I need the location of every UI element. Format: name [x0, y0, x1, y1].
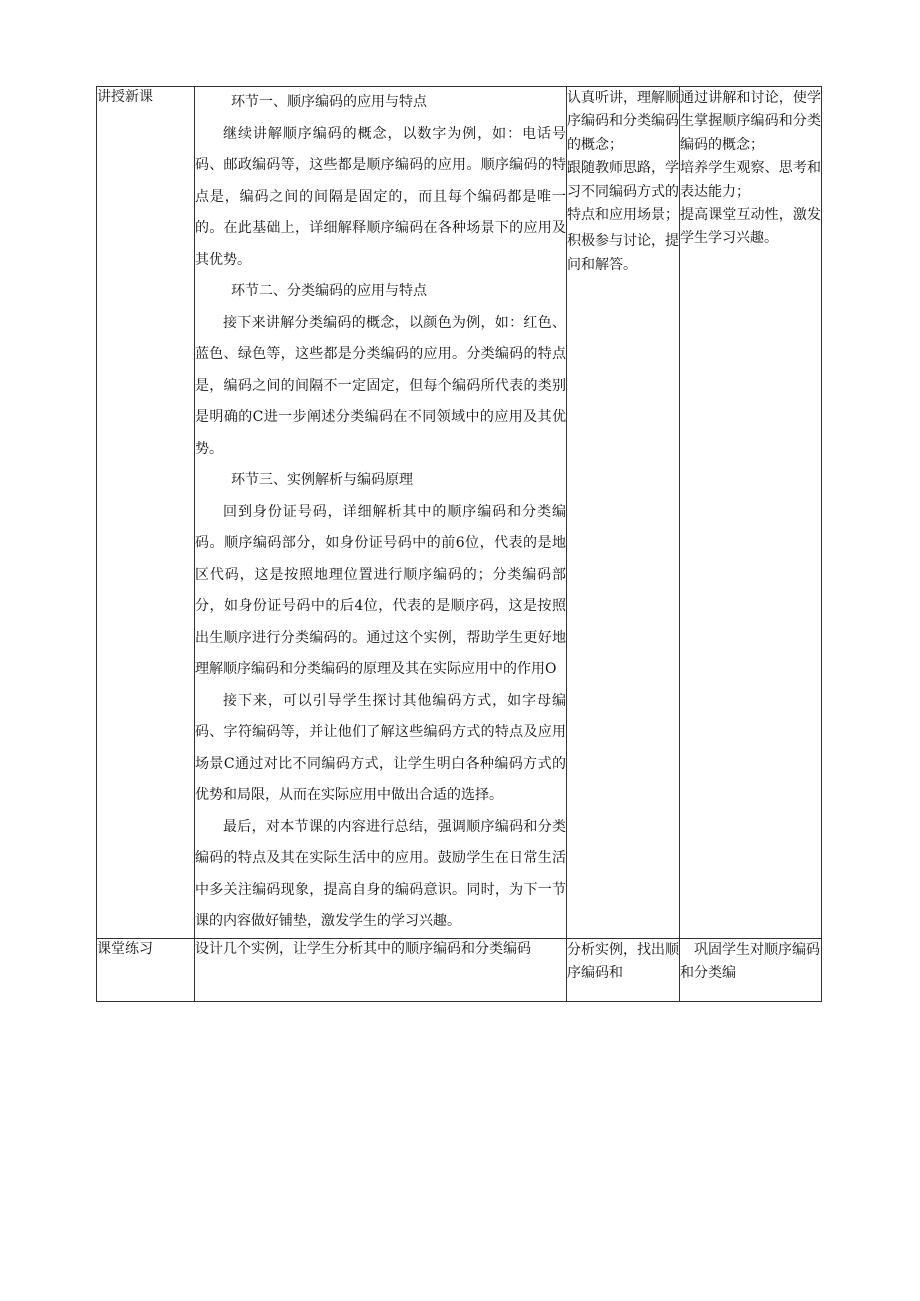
body-paragraph: 回到身份证号码，详细解析其中的顺序编码和分类编码。顺序编码部分，如身份证号码中的前6位，代表的是地区代码，这是按照地理位置进行顺序编码的；分类编码部分，如身份证号码中的后4位，代表的是顺序码，这是按照出生顺序进行分类编码的。通过这个实例，帮助学生更好地理解顺序编码和分类编码的原理及其在实际应用中的作用O — [195, 503, 566, 677]
body-paragraph: 最后，对本节课的内容进行总结，强调顺序编码和分类编码的特点及其在实际生活中的应用。鼓励学生在日常生活中多关注编码现象，提高自身的编码意识。同时，为下一节课的内容做好铺垫，激发学生的学习兴趣。 — [195, 818, 566, 929]
activity-item: 积极参与讨论，提问和解答。 — [567, 233, 679, 273]
intent-item: 培养学生观察、思考和表达能力； — [680, 160, 821, 200]
stage-cell — [97, 87, 195, 939]
stage-cell — [97, 938, 195, 1001]
design-intent-cell — [680, 938, 822, 1001]
teaching-content-cell — [195, 938, 567, 1001]
student-activity-cell — [567, 87, 680, 939]
activity-item: 跟随教师思路，学习不同编码方式的特点和应用场景； — [567, 160, 679, 224]
intent-item: 提高课堂互动性，激发学生学习兴趣。 — [680, 207, 821, 247]
teaching-content-cell — [195, 87, 567, 939]
activity-item: 分析实例，找出顺序编码和 — [567, 941, 679, 981]
activity-item: 认真听讲，理解顺序编码和分类编码的概念； — [567, 90, 679, 153]
section-heading: 环节三、实例解析与编码原理 — [231, 472, 413, 488]
intent-item: 通过讲解和讨论，使学生掌握顺序编码和分类编码的概念； — [680, 90, 821, 153]
exercise-text: 设计几个实例，让学生分析其中的顺序编码和分类编码 — [195, 940, 531, 957]
body-paragraph: 接下来，可以引导学生探讨其他编码方式，如字母编码、字符编码等，并让他们了解这些编码方式的特点及应用场景C通过对比不同编码方式，让学生明白各种编码方式的优势和局限，从而在实际应用中做出合适的选择。 — [195, 692, 566, 803]
design-intent-cell — [680, 87, 822, 939]
stage-label: 讲授新课 — [97, 89, 153, 105]
student-activity-cell — [567, 938, 680, 1001]
body-paragraph: 接下来讲解分类编码的概念，以颜色为例，如：红色、蓝色、绿色等，这些都是分类编码的应用。分类编码的特点是，编码之间的间隔不一定固定，但每个编码所代表的类别是明确的C进一步阐述分类编码在不同领域中的应用及其优势。 — [195, 314, 566, 457]
table-row — [97, 87, 822, 939]
table-row — [97, 938, 822, 1001]
body-paragraph: 继续讲解顺序编码的概念，以数字为例，如：电话号码、邮政编码等，这些都是顺序编码的应用。顺序编码的特点是，编码之间的间隔是固定的，而且每个编码都是唯一的。在此基础上，详细解释顺序编码在各种场景下的应用及其优势。 — [195, 125, 566, 268]
section-heading: 环节二、分类编码的应用与特点 — [231, 283, 427, 299]
stage-label: 课堂练习 — [97, 940, 153, 957]
section-heading: 环节一、顺序编码的应用与特点 — [231, 94, 427, 110]
lesson-plan-table — [96, 86, 822, 1002]
intent-item: 巩固学生对顺序编码和分类编 — [680, 941, 820, 981]
